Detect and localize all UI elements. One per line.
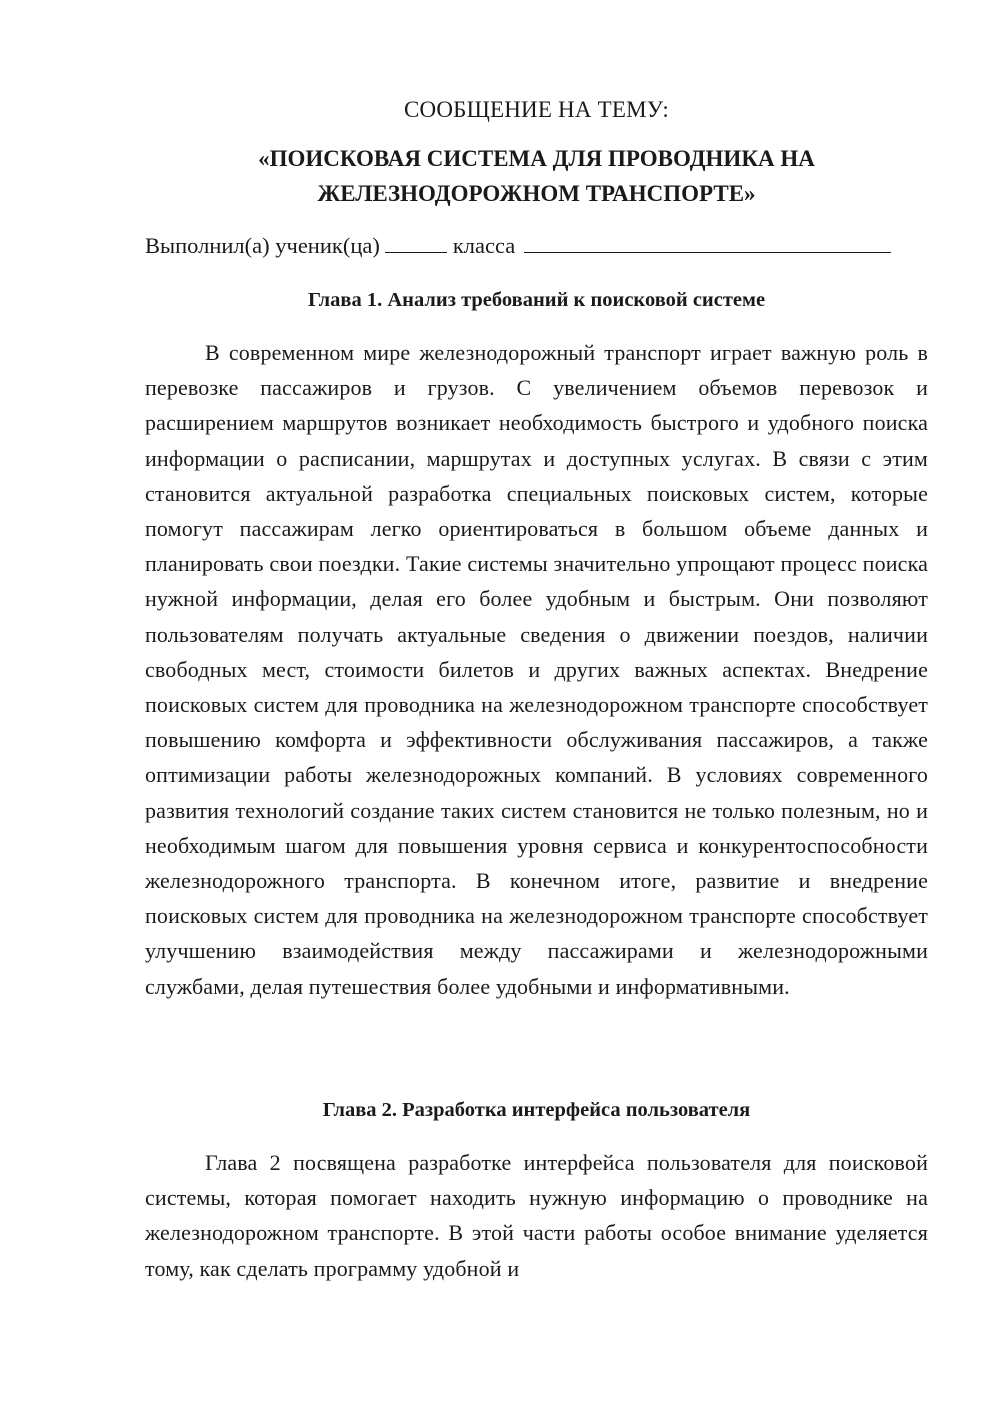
- topic-line: СООБЩЕНИЕ НА ТЕМУ:: [404, 97, 669, 122]
- document-title: «ПОИСКОВАЯ СИСТЕМА ДЛЯ ПРОВОДНИКА НА ЖЕЛЕЗНОДОРОЖНОМ ТРАНСПОРТЕ»: [258, 146, 815, 206]
- class-blank-field[interactable]: [524, 232, 891, 253]
- author-line: [145, 230, 928, 262]
- class-label: класса: [452, 233, 516, 258]
- grade-blank-field[interactable]: [385, 232, 447, 253]
- chapter-2-paragraph: Глава 2 посвящена разработке интерфейса пользователя для поисковой системы, которая помогает находить нужную информацию о проводнике на железнодорожном транспорте. В этой части работы особое внимание уделяется тому, как сделать программу удобной и: [145, 1150, 928, 1281]
- chapter-1-paragraph: В современном мире железнодорожный транспорт играет важную роль в перевозке пассажиров и грузов. С увеличением объемов перевозок и расширением маршрутов возникает необходимость быстрого и удобного поиска информации о расписании, маршрутах и доступных услугах. В связи с этим становится актуальной разработка специальных поисковых систем, которые помогут пассажирам легко ориентироваться в большом объеме данных и планировать свои поездки. Такие системы значительно упрощают процесс поиска нужной информации, делая его более удобным и быстрым. Они позволяют пользователям получать актуальные сведения о движении поездов, наличии свободных мест, стоимости билетов и других важных аспектах. Внедрение поисковых систем для проводника на железнодорожном транспорте способствует повышению комфорта и эффективности обслуживания пассажиров, а также оптимизации работы железнодорожных компаний. В условиях современного развития технологий создание таких систем становится не только полезным, но и необходимым шагом для повышения уровня сервиса и конкурентоспособности железнодорожного транспорта. В конечном итоге, развитие и внедрение поисковых систем для проводника на железнодорожном транспорте способствует улучшению взаимодействия между пассажирами и железнодорожными службами, делая путешествия более удобными и информативными.: [145, 340, 928, 999]
- chapter-2-heading: Глава 2. Разработка интерфейса пользователя: [322, 1099, 751, 1121]
- author-prefix: Выполнил(а) ученик(ца): [145, 233, 380, 258]
- chapter-1-heading: Глава 1. Анализ требований к поисковой системе: [307, 289, 766, 311]
